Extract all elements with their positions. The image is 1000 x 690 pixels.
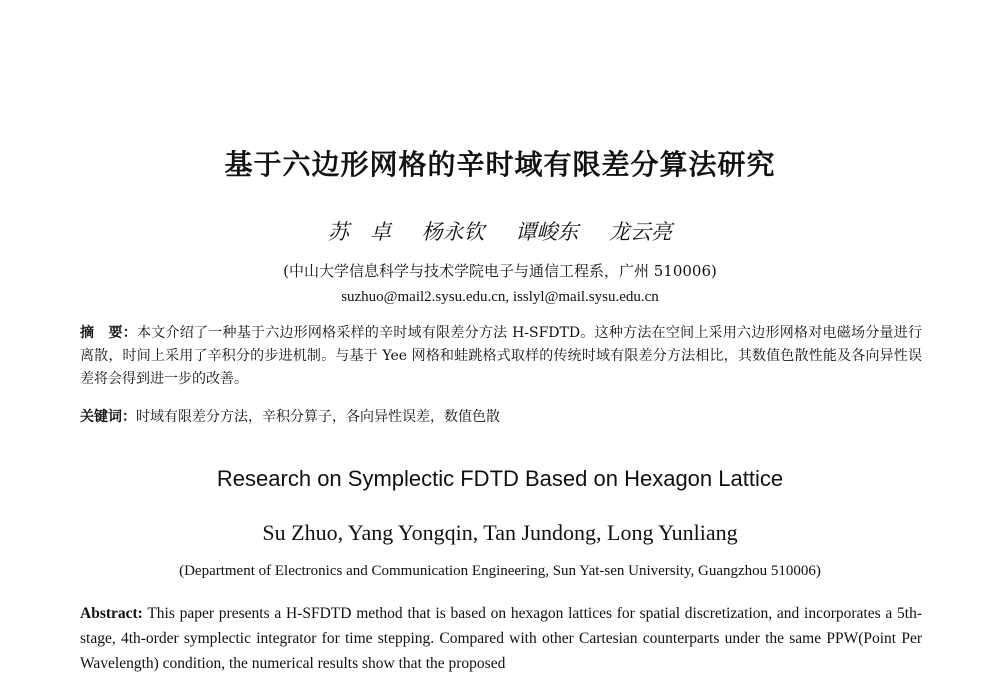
- english-abstract-label: Abstract:: [80, 605, 143, 622]
- english-abstract: [80, 601, 922, 676]
- chinese-keywords: [80, 406, 922, 428]
- english-title: Research on Symplectic FDTD Based on Hexagon Lattice: [216, 466, 784, 491]
- chinese-abstract-label: 摘 要：: [80, 325, 137, 341]
- english-authors: Su Zhuo, Yang Yongqin, Tan Jundong, Long Yunliang: [262, 520, 738, 545]
- chinese-author-3: 谭峻东: [515, 220, 579, 244]
- chinese-authors: [0, 216, 1000, 246]
- chinese-author-4: 龙云亮: [609, 220, 673, 244]
- chinese-abstract: [80, 322, 922, 391]
- english-affiliation: (Department of Electronics and Communication Engineering, Sun Yat-sen University, Guangzhou 510006): [179, 563, 821, 579]
- chinese-affiliation: (中山大学信息科学与技术学院电子与通信工程系，广州 510006): [283, 262, 717, 280]
- english-abstract-text: This paper presents a H-SFDTD method that is based on hexagon lattices for spatial discretization, and incorporates a 5th-stage, 4th-order symplectic integrator for time stepping. Compared with other Cartesian counterparts under the same PPW(Point Per Wavelength) condition, the numerical results show that the proposed: [80, 605, 922, 672]
- author-emails: suzhuo@mail2.sysu.edu.cn, isslyl@mail.sysu.edu.cn: [341, 289, 659, 305]
- chinese-title: 基于六边形网格的辛时域有限差分算法研究: [224, 148, 776, 181]
- chinese-author-1: 苏 卓: [327, 220, 391, 244]
- chinese-keywords-text: 时域有限差分方法，辛积分算子，各向异性误差，数值色散: [136, 409, 500, 425]
- chinese-keywords-label: 关键词：: [80, 409, 136, 425]
- chinese-abstract-text: 本文介绍了一种基于六边形网格采样的辛时域有限差分方法 H-SFDTD。这种方法在空间上采用六边形网格对电磁场分量进行离散，时间上采用了辛积分的步进机制。与基于 Yee 网格和蛙跳格式取样的传统时域有限差分方法相比，其数值色散性能及各向异性误差将会得到进一步的改善。: [80, 325, 922, 387]
- chinese-author-2: 杨永钦: [421, 220, 485, 244]
